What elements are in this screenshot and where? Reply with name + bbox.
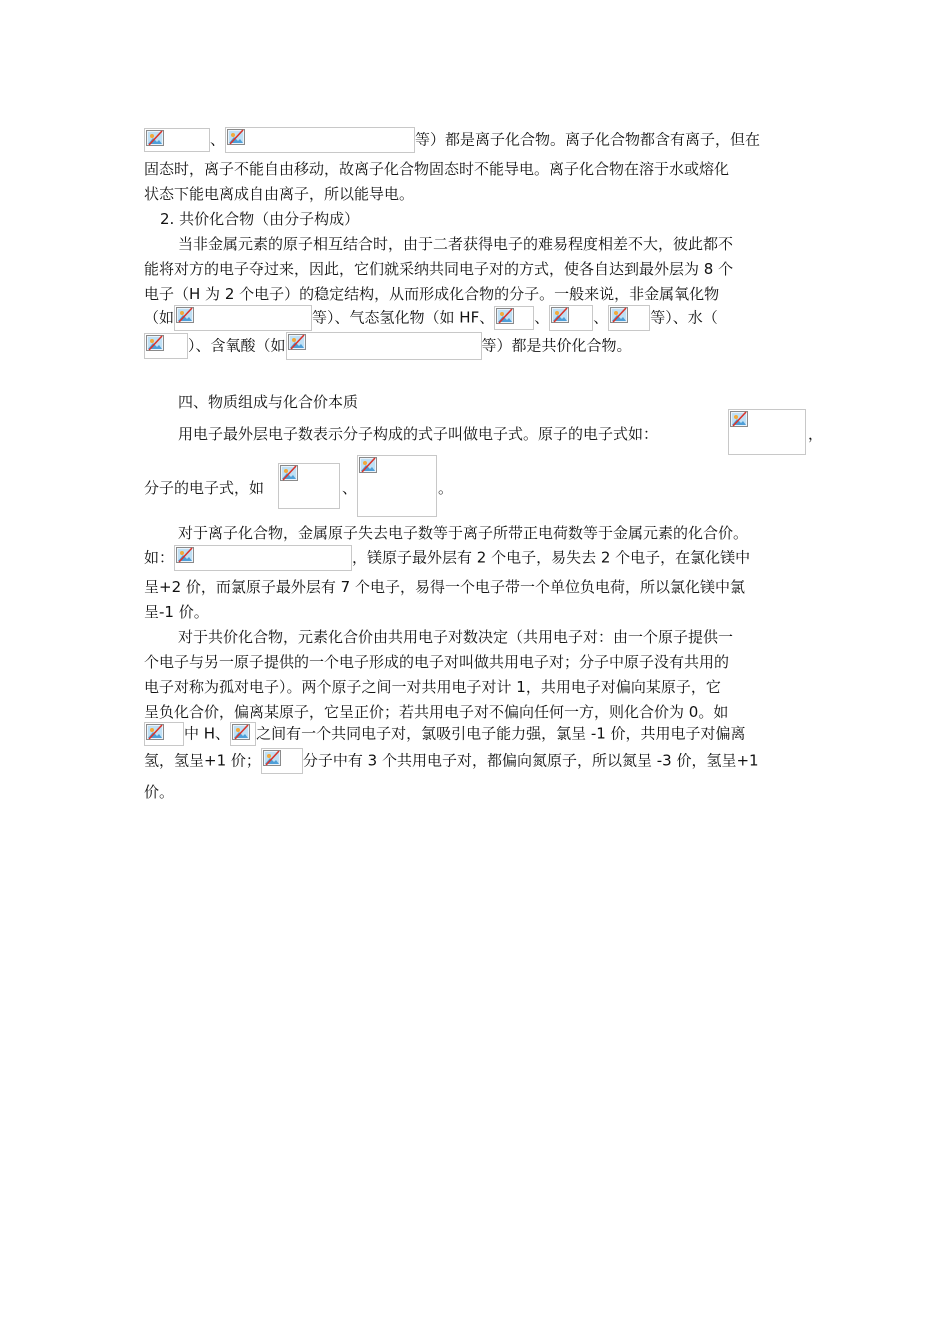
text-line: 个电子与另一原子提供的一个电子形成的电子对叫做共用电子对；分子中原子没有共用的 xyxy=(144,653,730,671)
broken-image-icon xyxy=(146,724,164,740)
text-line xyxy=(144,722,746,746)
text-run: 分子的电子式，如 xyxy=(144,479,265,497)
broken-image-icon xyxy=(359,457,377,473)
formula-image-placeholder xyxy=(144,722,184,746)
broken-image-icon xyxy=(232,724,250,740)
text-line: 对于离子化合物，金属原子失去电子数等于离子所带正电荷数等于金属元素的化合价。 xyxy=(178,524,749,542)
broken-image-icon xyxy=(610,307,628,323)
text-run: 等）、气态氢化物（如 HF、 xyxy=(312,308,495,327)
formula-image-placeholder xyxy=(278,463,340,509)
broken-image-icon xyxy=(227,129,245,145)
formula-image-placeholder xyxy=(357,455,437,517)
text-run: 之间有一个共同电子对，氯吸引电子能力强，氯呈 -1 价，共用电子对偏离 xyxy=(256,724,746,743)
text-run: 、 xyxy=(593,308,609,327)
formula-image-placeholder xyxy=(608,305,650,331)
formula-image-placeholder xyxy=(225,127,415,153)
text-run: 氢，氢呈+1 价； xyxy=(144,751,261,770)
text-line: 呈负化合价，偏离某原子，它呈正价；若共用电子对不偏向任何一方，则化合价为 0。如 xyxy=(144,703,729,721)
text-line: 能将对方的电子夺过来，因此，它们就采纳共同电子对的方式，使各自达到最外层为 8 个 xyxy=(144,260,734,278)
text-line: 对于共价化合物，元素化合价由共用电子对数决定（共用电子对：由一个原子提供一 xyxy=(178,628,734,646)
text-line xyxy=(144,127,760,149)
broken-image-icon xyxy=(288,334,306,350)
text-run: 等）都是共价化合物。 xyxy=(481,336,632,355)
formula-image-placeholder xyxy=(261,748,303,774)
text-line xyxy=(178,423,658,445)
text-run: 等）、水（ xyxy=(650,308,718,327)
text-line: 状态下能电离成自由离子，所以能导电。 xyxy=(144,185,415,203)
text-run: 、 xyxy=(534,308,550,327)
formula-image-placeholder xyxy=(494,306,534,330)
text-line xyxy=(144,305,718,331)
text-run: 用电子最外层电子数表示分子构成的式子叫做电子式。原子的电子式如： xyxy=(178,425,659,443)
text-run: 分子中有 3 个共用电子对，都偏向氮原子，所以氮呈 -3 价，氢呈+1 xyxy=(302,751,759,770)
formula-image-placeholder xyxy=(230,722,256,746)
broken-image-icon xyxy=(730,411,748,427)
formula-image-placeholder xyxy=(174,545,352,571)
broken-image-icon xyxy=(146,335,164,351)
section-heading: 2. 共价化合物（由分子构成） xyxy=(160,210,360,228)
text-line: 固态时，离子不能自由移动，故离子化合物固态时不能导电。离子化合物在溶于水或熔化 xyxy=(144,160,730,178)
formula-image-placeholder xyxy=(286,332,482,360)
text-line: 当非金属元素的原子相互结合时，由于二者获得电子的难易程度相差不大，彼此都不 xyxy=(178,235,734,253)
text-run: ，镁原子最外层有 2 个电子，易失去 2 个电子，在氯化镁中 xyxy=(352,548,751,567)
text-run: 、 xyxy=(210,130,226,149)
broken-image-icon xyxy=(551,307,569,323)
formula-image-placeholder xyxy=(728,409,806,455)
text-run: 等）都是离子化合物。离子化合物都含有离子，但在 xyxy=(415,130,761,149)
text-line xyxy=(144,477,264,499)
formula-image-placeholder xyxy=(144,333,188,359)
broken-image-icon xyxy=(496,308,514,324)
broken-image-icon xyxy=(176,307,194,323)
text-line: 电子对称为孤对电子）。两个原子之间一对共用电子对计 1，共用电子对偏向某原子，它 xyxy=(144,678,721,696)
text-run: 。 xyxy=(438,479,454,497)
text-line xyxy=(144,545,750,571)
text-line: 呈-1 价。 xyxy=(144,603,209,621)
text-run: 如： xyxy=(144,548,175,567)
text-run: 中 H、 xyxy=(184,724,231,743)
broken-image-icon xyxy=(263,750,281,766)
text-run: 、 xyxy=(342,479,358,497)
text-line: 价。 xyxy=(144,783,175,801)
text-run: （如 xyxy=(144,308,175,327)
formula-image-placeholder xyxy=(174,305,312,331)
text-line xyxy=(144,332,632,360)
text-line xyxy=(144,748,759,774)
formula-image-placeholder xyxy=(144,128,210,152)
formula-image-placeholder xyxy=(549,305,593,331)
text-run: ）、含氧酸（如 xyxy=(188,336,286,355)
broken-image-icon xyxy=(176,547,194,563)
broken-image-icon xyxy=(146,130,164,146)
broken-image-icon xyxy=(280,465,298,481)
text-run: ， xyxy=(808,425,824,443)
text-line: 呈+2 价，而氯原子最外层有 7 个电子，易得一个电子带一个单位负电荷，所以氯化镁中氯 xyxy=(144,578,745,596)
section-title: 四、物质组成与化合价本质 xyxy=(178,393,359,411)
text-line: 电子（H 为 2 个电子）的稳定结构，从而形成化合物的分子。一般来说，非金属氧化物 xyxy=(144,285,720,303)
